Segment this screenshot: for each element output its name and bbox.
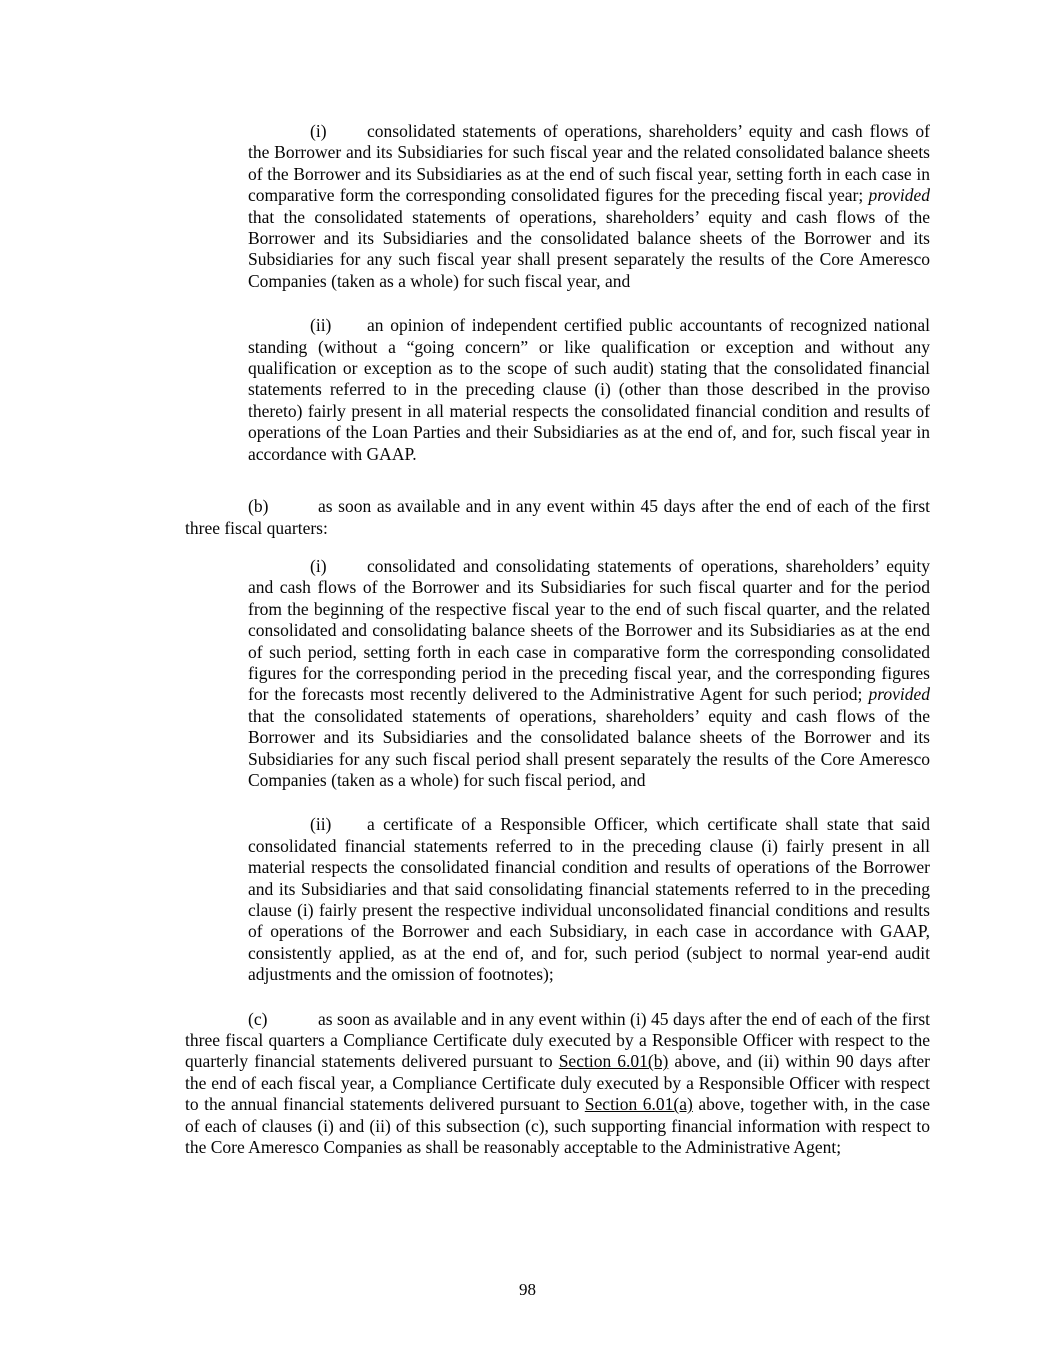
subsection-b-label: (b) <box>248 496 269 517</box>
text-segment-underline: Section 6.01(a) <box>584 1094 693 1115</box>
text-segment-underline: Section 6.01(b) <box>558 1051 669 1072</box>
clause-a-i-text <box>248 121 930 291</box>
text-segment: consolidated and consolidating statements of operations, shareholders’ equity and cash flows of the Borrower and its Subsidiaries for such fiscal quarter and for the period from the beginning of the respective fiscal year to the end of such fiscal quarter, and the related consolidated and consolidating balance sheets of the Borrower and its Subsidiaries as at the end of such period, setting forth in each case in comparative form the corresponding consolidated figures for the corresponding period in the preceding fiscal year, and the corresponding figures for the forecasts most recently delivered to the Administrative Agent for such period; <box>248 555 930 705</box>
text-segment: a certificate of a Responsible Officer, which certificate shall state that said consolidated financial statements referred to in the preceding clause (i) fairly present in all material respects the consolidated financial condition and results of operations of the Borrower and its Subsidiaries and that said consolidating financial statements referred to in the preceding clause (i) fairly present the respective individual unconsolidated financial conditions and results of operations of the Borrower and each Subsidiary, in each case in accordance with GAAP, consistently applied, as at the end of, and for, such period (subject to normal year-end audit adjustments and the omission of footnotes); <box>248 814 930 985</box>
clause-a-ii-text <box>248 315 930 463</box>
clause-b-ii-text <box>248 814 930 984</box>
subsection-c-text <box>185 1009 930 1157</box>
page-number: 98 <box>519 1280 536 1299</box>
text-segment: as soon as available and in any event within (i) 45 days after the end of each of the first three fiscal quarters a Compliance Certificate duly executed by a Responsible Officer with respect to the quarterly financial statements delivered pursuant to <box>185 1008 930 1072</box>
clause-b-i-text <box>248 556 930 790</box>
clause-a-i-label: (i) <box>310 121 327 141</box>
text-segment: that the consolidated statements of operations, shareholders’ equity and cash flows of the Borrower and its Subsidiaries and the consolidated balance sheets of the Borrower and its Subsidiaries for any such fiscal period shall present separately the results of the Core Ameresco Companies (taken as a whole) for such fiscal period, and <box>248 705 930 790</box>
document-body <box>185 121 930 1181</box>
clause-a-ii-label: (ii) <box>310 315 332 336</box>
clause-a-ii-paragraph <box>248 315 930 465</box>
clause-b-i-label: (i) <box>310 555 327 576</box>
clause-b-i-paragraph <box>248 556 930 791</box>
text-segment: as soon as available and in any event within 45 days after the end of each of the first three fiscal quarters: <box>185 496 930 538</box>
clause-a-i-paragraph <box>248 121 930 292</box>
text-segment: above, and (ii) within 90 days after the end of each fiscal year, a Compliance Certificate duly executed by a Responsible Officer with respect to the annual financial statements delivered pursuant to <box>185 1051 931 1115</box>
subsection-b-paragraph <box>185 496 930 539</box>
subsection-c-paragraph <box>185 1009 930 1159</box>
text-segment-italic: provided <box>868 684 930 705</box>
text-segment: an opinion of independent certified public accountants of recognized national standing (without a “going concern” or like qualification or exception and without any qualification or exception as to the scope of such audit) stating that the consolidated financial statements referred to in the preceding clause (i) (other than those described in the proviso thereto) fairly present in all material respects the consolidated financial condition and results of operations of the Loan Parties and their Subsidiaries as at the end of, and for, such fiscal year in accordance with GAAP. <box>248 315 930 464</box>
text-segment: that the consolidated statements of operations, shareholders’ equity and cash flows of the Borrower and its Subsidiaries and the consolidated balance sheets of the Borrower and its Subsidiaries for any such fiscal year shall present separately the results of the Core Ameresco Companies (taken as a whole) for such fiscal year, and <box>248 206 930 291</box>
text-segment-italic: provided <box>868 185 930 206</box>
clause-b-ii-label: (ii) <box>310 814 332 835</box>
text-segment: consolidated statements of operations, shareholders’ equity and cash flows of the Borrower and its Subsidiaries for such fiscal year and the related consolidated balance sheets of the Borrower and its Subsidiaries as at the end of such fiscal year, setting forth in each case in comparative form the corresponding consolidated figures for the preceding fiscal year; <box>248 121 930 206</box>
clause-b-ii-paragraph <box>248 814 930 985</box>
text-segment: above, together with, in the case of each of clauses (i) and (ii) of this subsection (c), such supporting financial information with respect to the Core Ameresco Companies as shall be reasonably acceptable to the Administrative Agent; <box>185 1094 931 1158</box>
subsection-c-label: (c) <box>248 1008 268 1029</box>
